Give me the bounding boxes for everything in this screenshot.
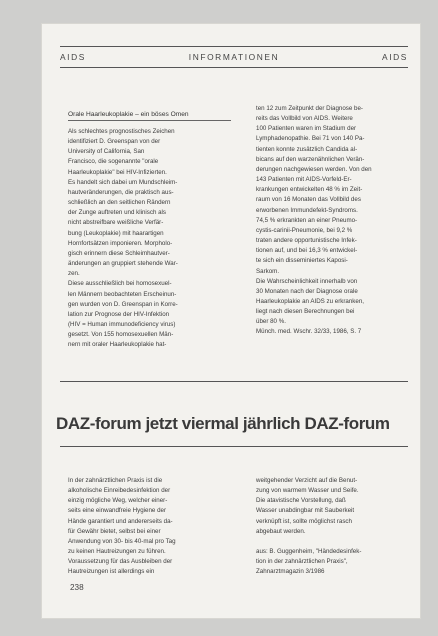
text-line: hautveränderungen, die praktisch aus- [68,188,174,196]
text-line: 143 Patienten mit AIDS-Vorfeld-Er- [256,176,352,184]
text-line: zung von warmem Wasser und Seife. [256,487,359,495]
article-column-right [256,104,410,338]
title-underline [68,120,231,121]
hygiene-column-left [68,476,233,578]
text-line: über 80 %. [256,318,286,326]
text-line: Diese ausschließlich bei homosexuel- [68,280,172,288]
text-line: abgebaut werden. [256,527,306,535]
text-line: lation zur Prognose der HIV-Infektion [68,310,170,318]
text-line: krankungen entwickelten 48 % im Zeit- [256,186,363,194]
text-line: tionen auf, und bei 16,3 % entwickel- [256,247,358,255]
text-line: gen wurden von D. Greenspan in Korre- [68,300,178,308]
text-line: 30 Monaten nach der Diagnose orale [256,287,358,295]
text-line: te sich ein disseminiertes Kaposi- [256,257,348,265]
text-line: nern mit oraler Haarleukoplakie hat- [68,341,167,349]
article-title: Orale Haarleukoplakie – ein böses Omen [68,111,189,118]
banner-bottom-rule [60,446,408,447]
header-center: INFORMATIONEN [188,52,280,62]
text-line: tienten konnte zusätzlich Candida al- [256,145,358,153]
running-header [60,52,408,62]
header-right: AIDS [382,52,408,62]
hygiene-column-right [256,476,410,578]
text-line: Lymphadenopathie. Bei 71 von 140 Pa- [256,135,365,143]
text-line: aus: B. Guggenheim, "Händedesinfek- [256,548,362,556]
banner-top-rule [60,381,408,382]
text-line: University of California, San [68,148,145,156]
text-line: für Gewähr bietet, selbst bei einer [68,527,161,535]
text-line: weitgehender Verzicht auf die Benut- [256,477,358,484]
text-line: ten 12 zum Zeitpunkt der Diagnose be- [256,105,363,112]
text-line: Sarkom. [256,267,280,275]
text-line: traten andere opportunistische Infek- [256,237,357,245]
text-line: Hornfortsätzen imponieren. Morpholo- [68,239,173,247]
header-left: AIDS [60,52,86,62]
text-line: In der zahnärztlichen Praxis ist die [68,477,163,484]
header-bottom-rule [60,67,408,68]
text-line [256,537,410,547]
text-line: der Zunge auftreten und klinisch als [68,209,167,217]
text-line: gisch erinnern diese Schleimhautver- [68,249,170,257]
text-line: Voraussetzung für das Ausbleiben der [68,558,173,566]
text-line: Münch. med. Wschr. 32/33, 1986, S. 7 [256,328,362,336]
text-line: gesetzt. Von 155 homosexuellen Män- [68,331,174,339]
text-line: reits das Vollbild von AIDS. Weitere [256,115,353,123]
text-line: bicans auf den warzenähnlichen Verän- [256,155,365,163]
text-line: nicht abstreifbare weißliche Verfär- [68,219,164,227]
text-line: 74,5 % erkrankten an einer Pneumo- [256,216,358,224]
text-line: verknüpft ist, sollte möglichst rasch [256,517,352,525]
text-line: einzig mögliche Weg, welcher einer- [68,497,168,505]
header-top-rule [60,46,408,47]
text-line: derungen nachgewiesen werden. Von den [256,165,372,173]
document-page [42,24,420,618]
text-line: Hände garantiert und andererseits da- [68,517,173,525]
text-line: seits eine einwandfreie Hygiene der [68,507,167,515]
text-line: cystis-carinii-Pneumonie, bei 9,2 % [256,226,353,234]
text-line: Als schlechtes prognostisches Zeichen [68,128,175,135]
text-line: Haarleukoplakie" bei HIV-Infizierten. [68,168,167,176]
text-line: liegt nach diesen Berechnungen bei [256,308,355,316]
text-line: (HIV = Human immunodeficiency virus) [68,320,176,328]
text-line: Francisco, die sogenannte "orale [68,158,159,166]
text-line: schließlich an den seitlichen Rändern [68,199,171,207]
text-line: Anwendung von 30- bis 40-mal pro Tag [68,537,176,545]
text-line: tion in der zahnärztlichen Praxis", [256,558,348,566]
page-number: 238 [70,583,84,592]
text-line: identifiziert D. Greenspan von der [68,138,161,146]
text-line: änderungen an gruppiert stehende War- [68,260,178,268]
text-line: bung (Leukoplakie) mit haarartigen [68,229,164,237]
text-line: Es handelt sich dabei um Mundschleim- [68,178,178,186]
text-line: Wasser unabdingbar mit Sauberkeit [256,507,355,515]
text-line: Die Wahrscheinlichkeit innerhalb von [256,277,358,285]
text-line: Die atavistische Vorstellung, daß [256,497,346,505]
text-line: Hautreizungen ist allerdings ein [68,568,155,576]
daz-forum-banner: DAZ-forum jetzt viermal jährlich DAZ-forum [56,414,390,433]
text-line: len Männern beobachteten Erscheinun- [68,290,177,298]
article-column-left [68,127,233,350]
text-line: raum von 16 Monaten das Vollbild des [256,196,361,204]
text-line: Haarleukoplakie an AIDS zu erkranken, [256,297,364,305]
text-line: zen. [68,270,80,278]
text-line: 100 Patienten waren im Stadium der [256,125,357,133]
text-line: Zahnarztmagazin 3/1986 [256,568,325,576]
text-line: zu keinen Hautreizungen zu führen. [68,548,166,556]
text-line: erworbenen Immundefekt-Syndroms. [256,206,358,214]
text-line: alkoholische Einreibedesinfektion der [68,487,171,495]
